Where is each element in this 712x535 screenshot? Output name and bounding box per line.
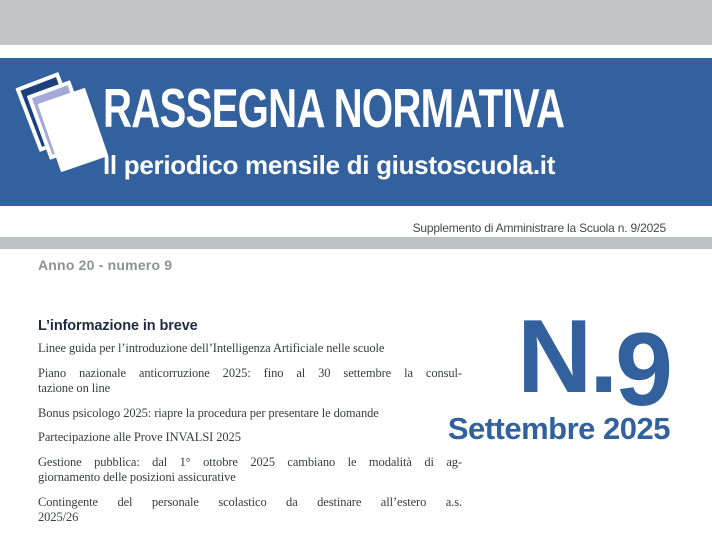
page-front-shape: [38, 88, 109, 172]
issue-number-digit: 9: [615, 312, 670, 428]
issue-badge: [447, 299, 670, 447]
brief-item-line: Contingente del personale scolastico da destinare all’estero a.s.: [38, 494, 462, 509]
issue-month: Settembre 2025: [447, 411, 670, 446]
brief-item-line: Gestione pubblica: dal 1° ottobre 2025 cambiano le modalità di ag-: [38, 454, 462, 469]
brief-item-line: 2025/26: [38, 510, 79, 524]
masthead-banner: [0, 58, 712, 206]
brief-item: [38, 366, 462, 397]
brief-item-line: tazione on line: [38, 381, 111, 395]
newsletter-title: RASSEGNA NORMATIVA: [103, 77, 565, 139]
issue-number-prefix: N.: [517, 299, 616, 415]
brief-item: [38, 406, 462, 422]
divider-bar: [0, 237, 712, 249]
supplement-note: Supplemento di Amministrare la Scuola n. 9/2025: [412, 221, 666, 235]
brief-item: [38, 455, 462, 486]
brief-item-line: Bonus psicologo 2025: riapre la procedura per presentare le domande: [38, 405, 379, 420]
brief-item-line: giornamento delle posizioni assicurative: [38, 470, 236, 484]
masthead-text: [103, 77, 712, 181]
top-gray-band: [0, 0, 712, 45]
brief-item: [38, 495, 462, 526]
edition-line: Anno 20 - numero 9: [38, 257, 173, 273]
brief-item-line: Partecipazione alle Prove INVALSI 2025: [38, 430, 241, 444]
brief-item-line: Linee guida per l’introduzione dell’Intelligenza Artificiale nelle scuole: [38, 341, 385, 355]
brief-list: [38, 341, 462, 535]
newsletter-subtitle: Il periodico mensile di giustoscuola.it: [103, 150, 556, 180]
brief-item-line: Piano nazionale anticorruzione 2025: fino al 30 settembre la consul-: [38, 365, 462, 380]
brief-section-heading: L’informazione in breve: [38, 318, 198, 334]
brief-item: [38, 430, 462, 446]
issue-number: [448, 299, 670, 428]
brief-item: [38, 341, 462, 357]
